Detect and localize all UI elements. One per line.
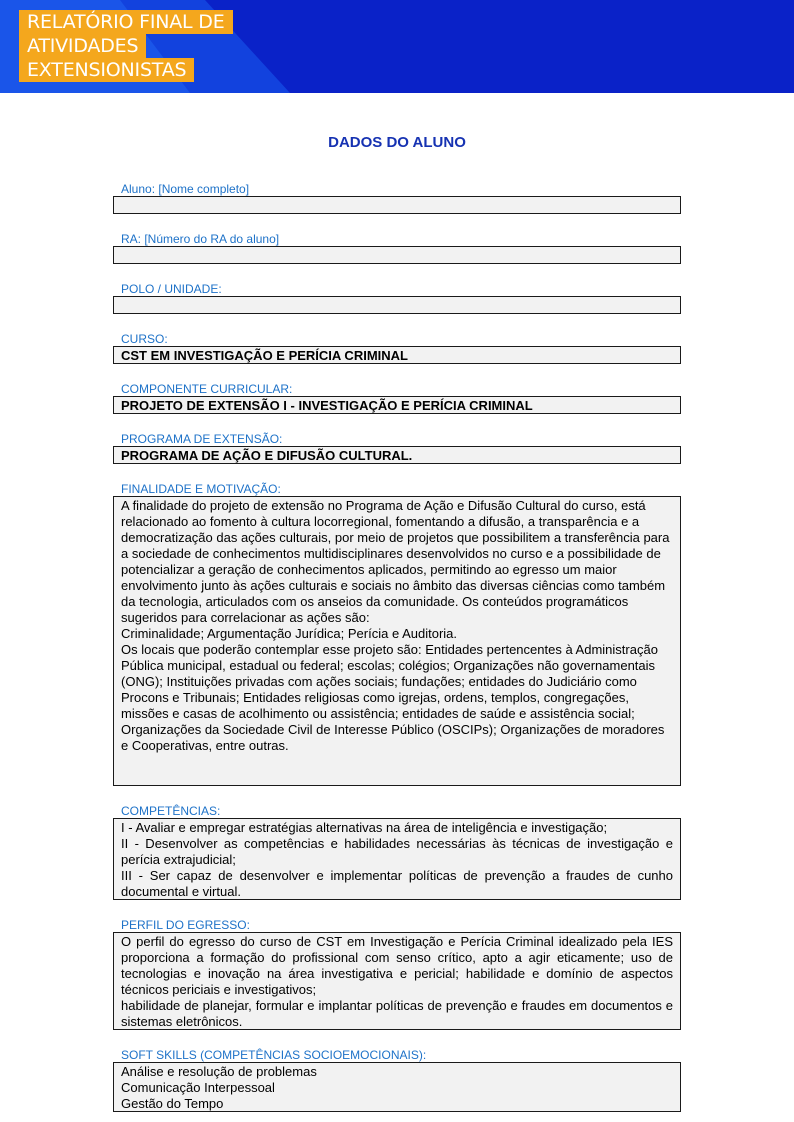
ra-input[interactable] (113, 246, 681, 264)
componente-value: PROJETO DE EXTENSÃO I - INVESTIGAÇÃO E PERÍCIA CRIMINAL (113, 396, 681, 414)
aluno-field (113, 182, 681, 214)
section-title: DADOS DO ALUNO (328, 134, 466, 151)
competencias-text (113, 818, 681, 900)
finalidade-paragraph: Criminalidade; Argumentação Jurídica; Perícia e Auditoria. (121, 626, 458, 641)
competencias-field (113, 804, 681, 900)
programa-value: PROGRAMA DE AÇÃO E DIFUSÃO CULTURAL. (113, 446, 681, 464)
report-title-line: ATIVIDADES (19, 34, 146, 58)
soft-skills-field (113, 1048, 681, 1112)
header-banner (0, 0, 794, 93)
report-title (19, 10, 233, 82)
competencias-label: COMPETÊNCIAS: (121, 804, 221, 818)
soft-skills-label: SOFT SKILLS (COMPETÊNCIAS SOCIOEMOCIONAIS): (121, 1048, 427, 1062)
finalidade-paragraph: Os locais que poderão contemplar esse projeto são: Entidades pertencentes à Administração Pública municipal, estadual ou federal; escolas; colégios; Organizações não governamentais (ONG); Instituições privadas com ações sociais; fundações; entidades do Judiciário como Procons e Tribunais; Entidades religiosas como igrejas, ordens, templos, congregações, missões e casas de acolhimento ou assistência; entidades de saúde e assistência social; Organizações da Sociedade Civil de Interesse Público (OSCIPs); Organizações de moradores e Cooperativas, entre outras. (121, 642, 665, 753)
programa-label: PROGRAMA DE EXTENSÃO: (121, 432, 283, 446)
perfil-field (113, 918, 681, 1030)
soft-skill-item: Análise e resolução de problemas (121, 1064, 317, 1079)
finalidade-field (113, 482, 681, 786)
soft-skill-item: Gestão do Tempo (121, 1096, 224, 1111)
polo-label: POLO / UNIDADE: (121, 282, 222, 296)
aluno-label: Aluno: [Nome completo] (121, 182, 250, 196)
competencia-item: II - Desenvolver as competências e habilidades necessárias às técnicas de investigação e perícia extrajudicial; (121, 836, 673, 867)
curso-label: CURSO: (121, 332, 168, 346)
perfil-paragraph: habilidade de planejar, formular e implantar políticas de prevenção e fraudes em documentos e sistemas eletrônicos. (121, 998, 673, 1029)
soft-skills-text (113, 1062, 681, 1112)
finalidade-label: FINALIDADE E MOTIVAÇÃO: (121, 482, 281, 496)
componente-field (113, 382, 681, 414)
polo-field (113, 282, 681, 314)
finalidade-text (113, 496, 681, 786)
report-title-line: EXTENSIONISTAS (19, 58, 194, 82)
ra-label: RA: [Número do RA do aluno] (121, 232, 280, 246)
componente-label: COMPONENTE CURRICULAR: (121, 382, 293, 396)
ra-field (113, 232, 681, 264)
aluno-input[interactable] (113, 196, 681, 214)
finalidade-paragraph: A finalidade do projeto de extensão no Programa de Ação e Difusão Cultural do curso, está relacionado ao fomento à cultura locorregional, fomentando a difusão, a transparência e a democratização das ações culturais, por meio de projetos que possibilitem a transferência para a sociedade de conhecimentos multidisciplinares desenvolvidos no curso e a possibilidade de potencializar a geração de conhecimentos aplicados, permitindo ao egresso um maior envolvimento junto às ações culturais e sociais no âmbito das diversas ciências como também da tecnologia, articulados com os anseios da comunidade. Os conteúdos programáticos sugeridos para correlacionar as ações são: (121, 498, 670, 625)
polo-input[interactable] (113, 296, 681, 314)
competencia-item: I - Avaliar e empregar estratégias alternativas na área de inteligência e investigação; (121, 820, 608, 835)
perfil-paragraph: O perfil do egresso do curso de CST em Investigação e Perícia Criminal idealizado pela IES proporciona a formação do profissional com senso crítico, apto a agir eticamente; uso de tecnologias e inovação na área investigativa e pericial; habilidade e domínio de aspectos técnicos periciais e investigativos; (121, 934, 673, 997)
report-title-line: RELATÓRIO FINAL DE (19, 10, 233, 34)
programa-field (113, 432, 681, 464)
perfil-text (113, 932, 681, 1030)
curso-field (113, 332, 681, 364)
soft-skill-item: Comunicação Interpessoal (121, 1080, 275, 1095)
perfil-label: PERFIL DO EGRESSO: (121, 918, 250, 932)
competencia-item: III - Ser capaz de desenvolver e implementar políticas de prevenção a fraudes de cunho documental e virtual. (121, 868, 673, 899)
curso-value: CST EM INVESTIGAÇÃO E PERÍCIA CRIMINAL (113, 346, 681, 364)
